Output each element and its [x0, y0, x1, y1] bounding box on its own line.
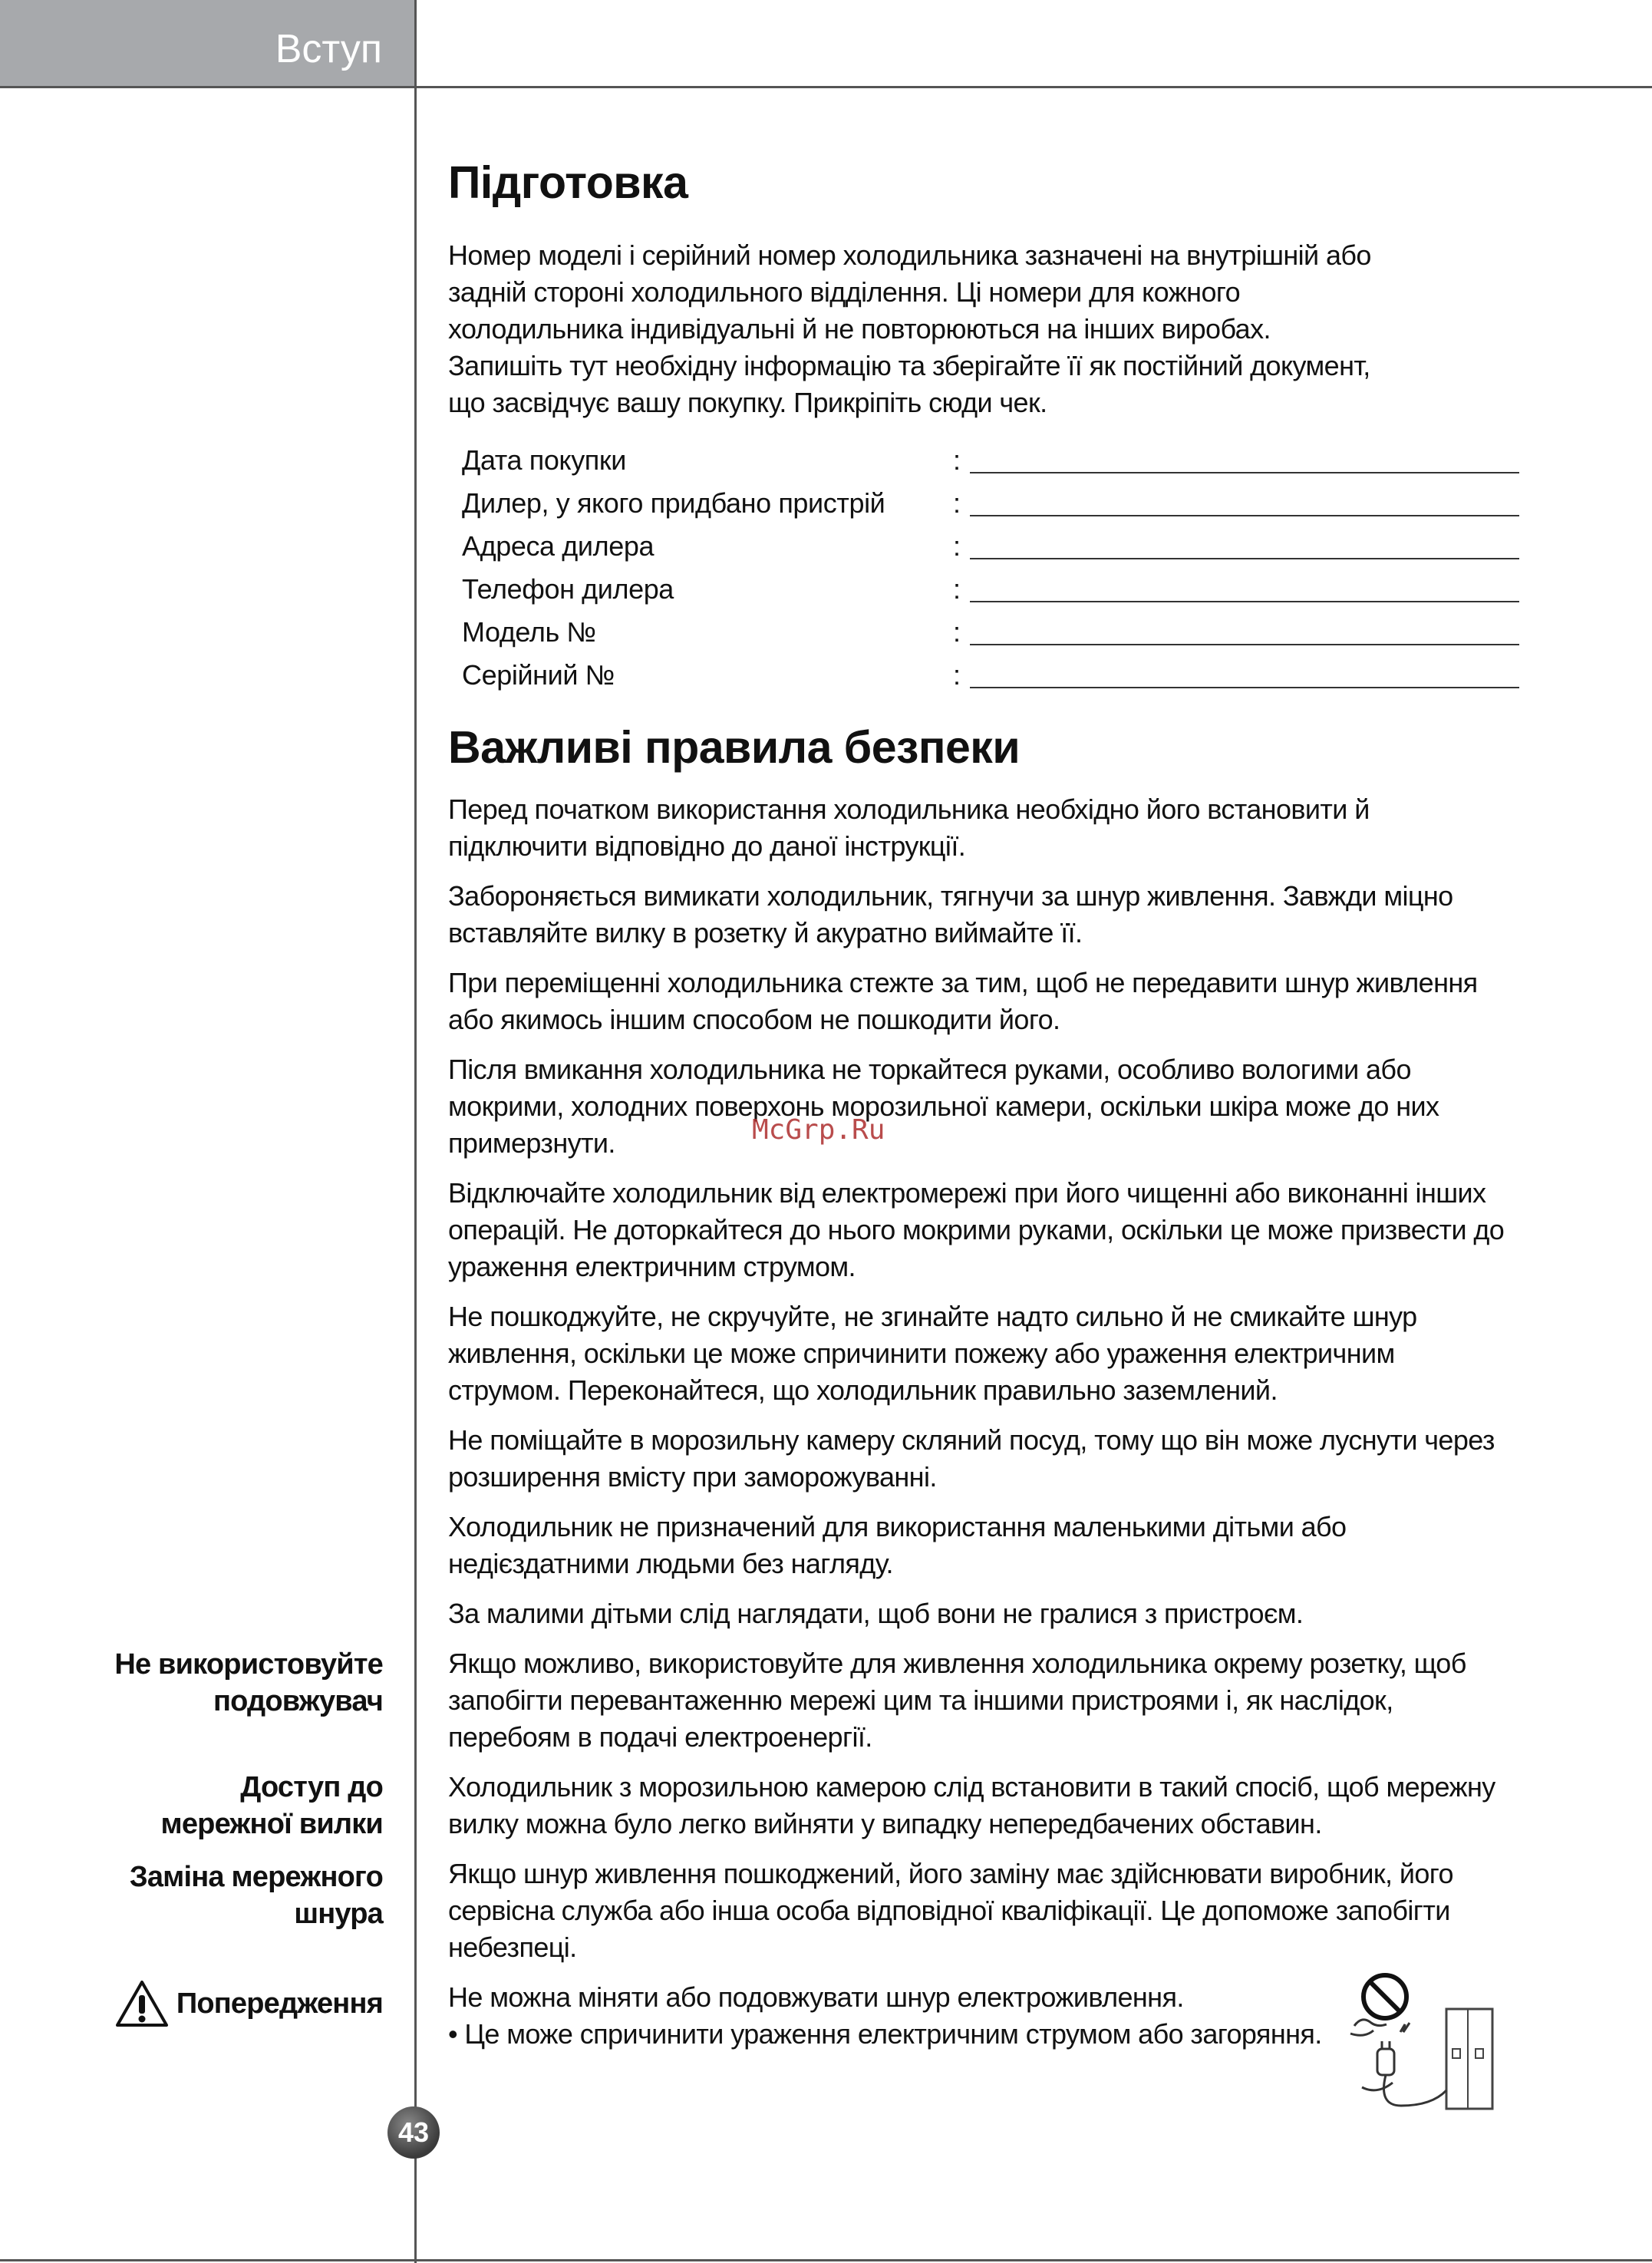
side-note-line: Доступ до: [240, 1771, 383, 1803]
side-note-line: мережної вилки: [160, 1808, 383, 1840]
form-row-purchase-date: [462, 438, 1507, 481]
header-divider: [0, 86, 1652, 88]
intro-line: Запишіть тут необхідну інформацію та зберігайте її як постійний документ,: [448, 349, 1370, 381]
safety-paragraph: За малими дітьми слід наглядати, щоб вони не гралися з пристроєм.: [448, 1597, 1304, 1629]
margin-rule: [414, 0, 417, 2263]
safety-title: Важливі правила безпеки: [448, 721, 1021, 773]
safety-paragraph: Забороняється вимикати холодильник, тягнучи за шнур живлення. Завжди міцно вставляйте вилку в розетку й акуратно виймайте її.: [448, 879, 1453, 948]
form-row-dealer: [462, 481, 1507, 524]
fill-in-line[interactable]: [970, 558, 1519, 559]
fill-in-line[interactable]: [970, 687, 1519, 688]
form-row-dealer-address: [462, 524, 1507, 567]
safety-paragraph: Відключайте холодильник від електромережі при його чищенні або виконанні інших операцій. Не доторкайтеся до нього мокрими руками, оскільки це може призвести до ураження електричним струмом.: [448, 1176, 1505, 1282]
form-row-dealer-phone: [462, 567, 1507, 610]
safety-paragraph: При переміщенні холодильника стежте за тим, щоб не передавити шнур живлення або якимось іншим способом не пошкодити його.: [448, 966, 1478, 1035]
fill-in-line[interactable]: [970, 472, 1519, 473]
field-label: Дилер, у якого придбано пристрій: [462, 487, 885, 519]
intro-line: холодильника індивідуальні й не повторюються на інших виробах.: [448, 312, 1271, 345]
side-note-plug-access: [161, 1769, 383, 1842]
field-label: Серійний №: [462, 658, 615, 691]
warning-line: • Це може спричинити ураження електричним струмом або загоряння.: [448, 2017, 1322, 2050]
bottom-divider: [0, 2259, 1652, 2261]
field-label: Телефон дилера: [462, 572, 674, 605]
safety-paragraph: Холодильник з морозильною камерою слід встановити в такий спосіб, щоб мережну вилку можна було легко вийняти у випадку непередбачених обставин.: [448, 1770, 1495, 1839]
intro-line: що засвідчує вашу покупку. Прикріпіть сюди чек.: [448, 386, 1047, 418]
side-note-line: Не використовуйте: [114, 1648, 383, 1681]
purchase-record-form: [448, 438, 1507, 696]
side-note-line: шнура: [294, 1898, 383, 1930]
safety-paragraph: Перед початком використання холодильника необхідно його встановити й підключити відповідно до даної інструкції.: [448, 793, 1370, 862]
field-label: Дата покупки: [462, 444, 626, 476]
field-colon: :: [953, 615, 961, 648]
safety-paragraph: Якщо можливо, використовуйте для живлення холодильника окрему розетку, щоб запобігти перевантаженню мережі цим та іншими пристроями і, як наслідок, перебоям в подачі електроенергії.: [448, 1647, 1466, 1753]
safety-paragraph: Після вмикання холодильника не торкайтеся руками, особливо вологими або мокрими, холодних поверхонь морозильної камери, оскільки шкіра може до них примерзнути.: [448, 1053, 1439, 1159]
preparation-intro: [448, 237, 1507, 421]
intro-line: задній стороні холодильного відділення. Ці номери для кожного: [448, 275, 1241, 308]
warning-line: Не можна міняти або подовжувати шнур електроживлення.: [448, 1981, 1184, 2013]
side-note-cord-replacement: [130, 1859, 383, 1932]
side-note-no-extension: [114, 1646, 383, 1720]
safety-rules: [448, 791, 1507, 2053]
section-tab: [0, 0, 414, 86]
safety-paragraph: Холодильник не призначений для використання маленькими дітьми або недієздатними людьми без нагляду.: [448, 1510, 1347, 1579]
field-colon: :: [953, 572, 961, 605]
page-number: 43: [387, 2106, 440, 2159]
side-note-line: подовжувач: [213, 1685, 383, 1717]
form-row-model: [462, 610, 1507, 653]
fill-in-line[interactable]: [970, 601, 1519, 602]
watermark: McGrp.Ru: [752, 1114, 885, 1146]
field-colon: :: [953, 444, 961, 476]
side-note-warning: [115, 1980, 383, 2027]
safety-paragraph: Якщо шнур живлення пошкоджений, його заміну має здійснювати виробник, його сервісна служба або інша особа відповідної кваліфікації. Це допоможе запобігти небезпеці.: [448, 1857, 1453, 1963]
preparation-title: Підготовка: [448, 157, 688, 208]
no-extension-cord-illustration-icon: [1339, 1972, 1508, 2118]
safety-paragraph: Не поміщайте в морозильну камеру скляний посуд, тому що він може луснути через розширення вмісту при заморожуванні.: [448, 1423, 1495, 1493]
warning-triangle-icon: [115, 1980, 169, 2027]
form-row-serial: [462, 653, 1507, 696]
field-colon: :: [953, 658, 961, 691]
safety-paragraph: Не пошкоджуйте, не скручуйте, не згинайте надто сильно й не смикайте шнур живлення, оскільки це може спричинити пожежу або ураження електричним струмом. Переконайтеся, що холодильник правильно заземлений.: [448, 1300, 1417, 1406]
fill-in-line[interactable]: [970, 515, 1519, 516]
field-colon: :: [953, 529, 961, 562]
fill-in-line[interactable]: [970, 644, 1519, 645]
field-colon: :: [953, 487, 961, 519]
section-tab-label: Вступ: [275, 27, 382, 71]
side-note-line: Заміна мережного: [129, 1861, 383, 1893]
field-label: Адреса дилера: [462, 529, 655, 562]
main-content: [448, 157, 1507, 2053]
warning-label: Попередження: [176, 1988, 383, 2020]
intro-line: Номер моделі і серійний номер холодильника зазначені на внутрішній або: [448, 239, 1371, 271]
field-label: Модель №: [462, 615, 596, 648]
